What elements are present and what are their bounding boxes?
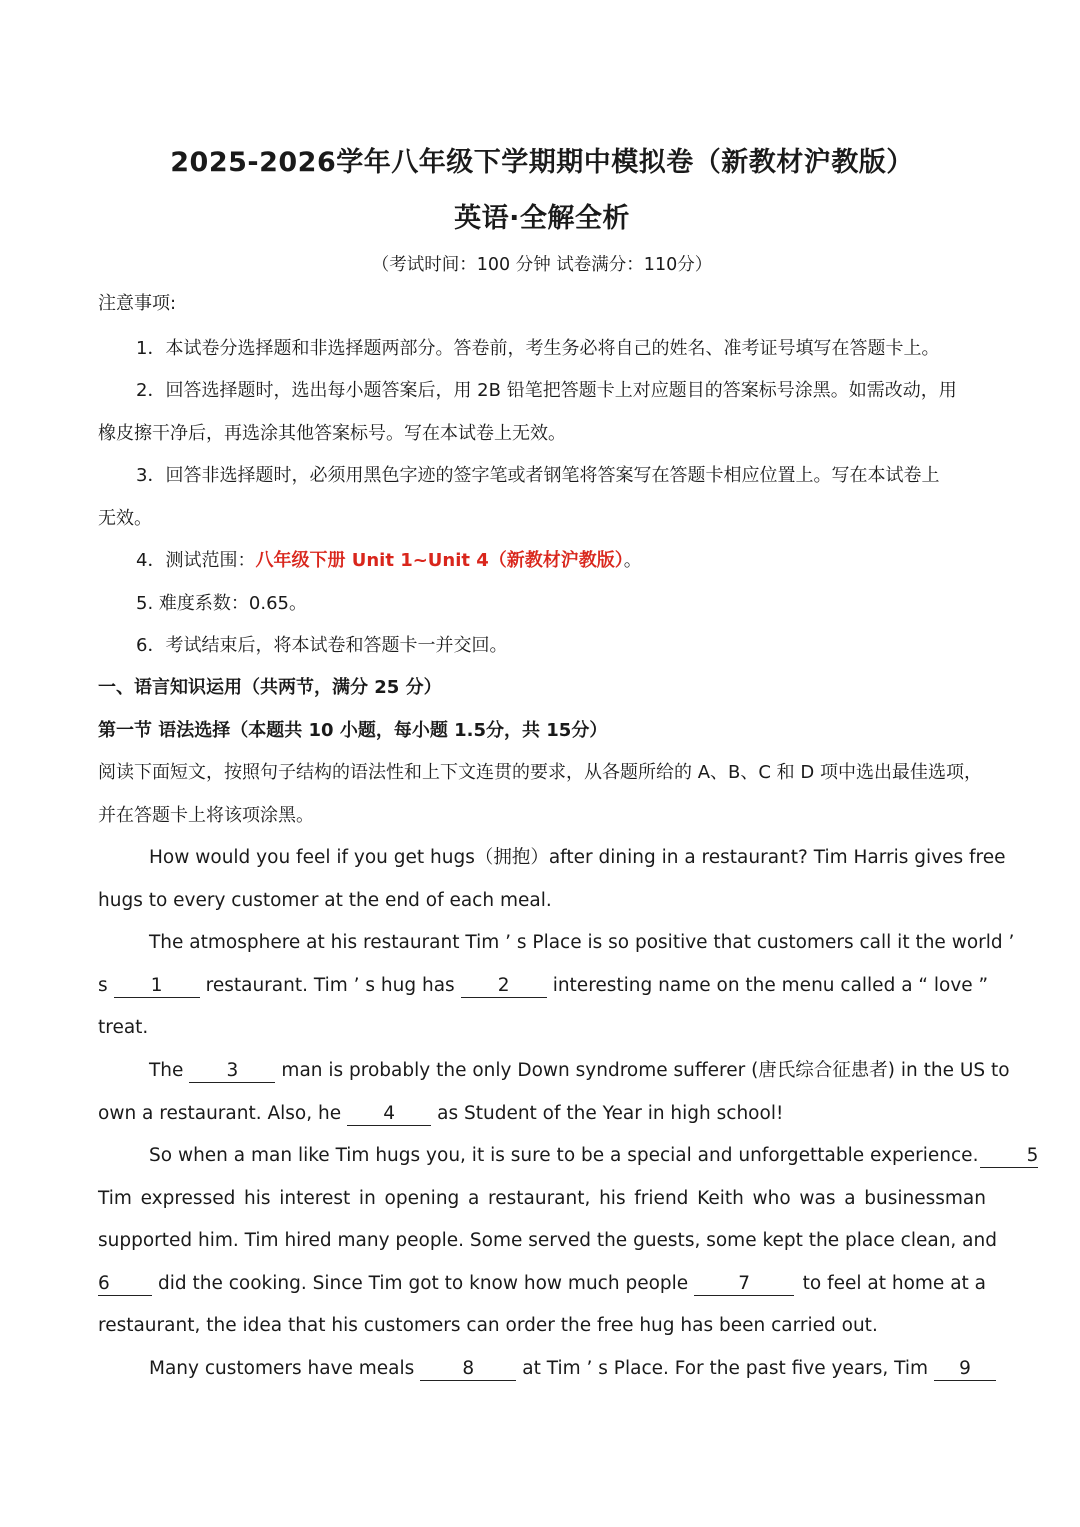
passage-line: [98, 1270, 986, 1298]
text-fragment: Many customers have meals: [149, 1358, 415, 1379]
passage-line: supported him. Tim hired many people. Some served the guests, some kept the place clean, and: [98, 1230, 997, 1251]
part-heading: 第一节 语法选择（本题共 10 小题，每小题 1.5分，共 15分）: [98, 720, 608, 741]
passage-line: [98, 1100, 986, 1128]
answer-blank[interactable]: 6: [98, 1273, 152, 1296]
note-item-3b: 无效。: [98, 508, 152, 529]
instruction-line-b: 并在答题卡上将该项涂黑。: [98, 805, 314, 826]
answer-blank[interactable]: 7: [694, 1273, 794, 1296]
text-fragment: as Student of the Year in high school!: [437, 1103, 784, 1124]
note-item-2b: 橡皮擦干净后，再选涂其他答案标号。写在本试卷上无效。: [98, 423, 566, 444]
passage-line: [149, 1057, 1010, 1085]
answer-blank[interactable]: 3: [189, 1060, 275, 1083]
note-item-6: 6．考试结束后，将本试卷和答题卡一并交回。: [136, 635, 508, 656]
note-item-4-suffix: 。: [623, 550, 642, 571]
note-item-4-prefix: 4．测试范围：: [136, 550, 256, 571]
instruction-line-a: 阅读下面短文，按照句子结构的语法性和上下文连贯的要求，从各题所给的 A、B、C 和 D 项中选出最佳选项，: [98, 762, 982, 783]
exam-subtitle: 英语·全解全析: [454, 203, 630, 234]
passage-line: Tim expressed his interest in opening a restaurant, his friend Keith who was a businessman: [98, 1188, 986, 1209]
passage-line: treat.: [98, 1017, 149, 1038]
passage-line: [149, 1355, 994, 1383]
section-heading: 一、语言知识运用（共两节，满分 25 分）: [98, 677, 442, 698]
passage-line: restaurant, the idea that his customers can order the free hug has been carried out.: [98, 1315, 878, 1336]
passage-line: [98, 972, 989, 1000]
answer-blank[interactable]: 5: [980, 1145, 1038, 1168]
passage-line: [149, 1142, 1039, 1170]
text-fragment: to feel at home at a: [802, 1273, 986, 1294]
text-fragment: The: [149, 1060, 184, 1081]
note-item-5: 5. 难度系数：0.65。: [136, 593, 307, 614]
answer-blank[interactable]: 2: [461, 975, 547, 998]
text-fragment: own a restaurant. Also, he: [98, 1103, 342, 1124]
text-fragment: man is probably the only Down syndrome sufferer (唐氏综合征患者) in the US to: [281, 1060, 1010, 1081]
notes-heading: 注意事项:: [98, 293, 177, 314]
answer-blank[interactable]: 8: [420, 1358, 516, 1381]
text-fragment: s: [98, 975, 108, 996]
text-fragment: at Tim ’ s Place. For the past five years, Tim: [522, 1358, 929, 1379]
passage-line: hugs to every customer at the end of each meal.: [98, 890, 552, 911]
exam-info: （考试时间：100 分钟 试卷满分：110分）: [371, 255, 713, 275]
test-range: 八年级下册 Unit 1~Unit 4（新教材沪教版）: [255, 550, 624, 571]
answer-blank[interactable]: 1: [114, 975, 200, 998]
exam-title: 2025-2026学年八年级下学期期中模拟卷（新教材沪教版）: [170, 147, 914, 178]
note-item-3a: 3．回答非选择题时，必须用黑色字迹的签字笔或者钢笔将答案写在答题卡相应位置上。写在本试卷上: [136, 465, 940, 486]
note-item-4: [136, 547, 986, 575]
text-fragment: interesting name on the menu called a “ love ”: [552, 975, 989, 996]
answer-blank[interactable]: 9: [934, 1358, 996, 1381]
note-item-2a: 2．回答选择题时，选出每小题答案后，用 2B 铅笔把答题卡上对应题目的答案标号涂黑。如需改动，用: [136, 380, 957, 401]
text-fragment: did the cooking. Since Tim got to know how much people: [158, 1273, 689, 1294]
note-item-1: 1．本试卷分选择题和非选择题两部分。答卷前，考生务必将自己的姓名、准考证号填写在答题卡上。: [136, 338, 940, 359]
text-fragment: So when a man like Tim hugs you, it is sure to be a special and unforgettable experience.: [149, 1145, 979, 1166]
passage-line: How would you feel if you get hugs（拥抱）after dining in a restaurant? Tim Harris gives free: [149, 847, 1006, 868]
answer-blank[interactable]: 4: [347, 1103, 431, 1126]
passage-line: The atmosphere at his restaurant Tim ’ s Place is so positive that customers call it the world ’: [149, 932, 1015, 953]
text-fragment: restaurant. Tim ’ s hug has: [205, 975, 455, 996]
